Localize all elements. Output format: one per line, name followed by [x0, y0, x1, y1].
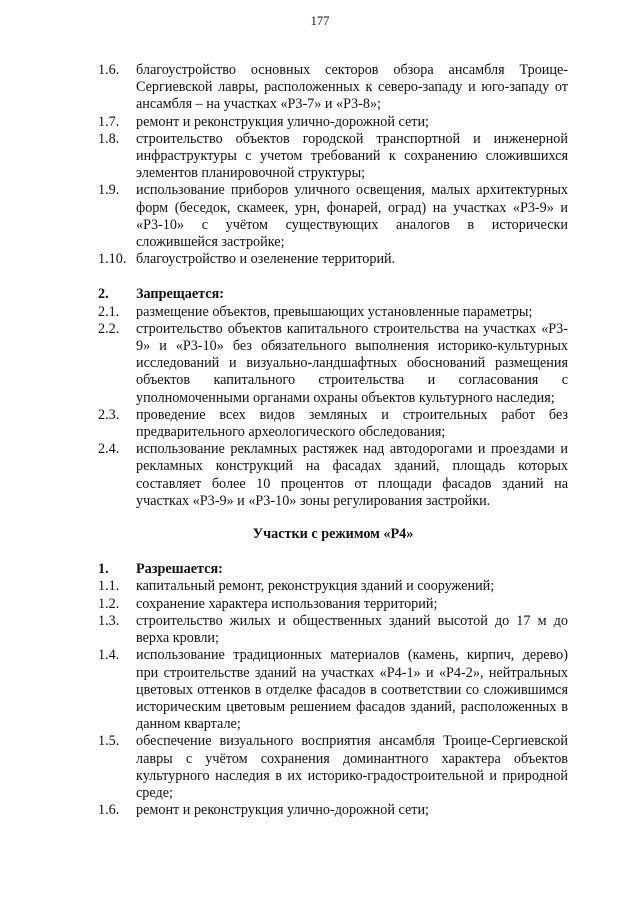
list-item — [98, 613, 568, 647]
section-title-row — [98, 286, 568, 303]
item-text: благоустройство основных секторов обзора ансамбля Троице-Сергиевской лавры, расположенных к северо-западу и юго-западу от ансамбля – на участках «Р3-7» и «Р3-8»; — [136, 62, 568, 113]
item-text: строительство объектов городской транспортной и инженерной инфраструктуры с учетом требований к сохранению сложившихся элементов планировочной структуры; — [136, 130, 568, 182]
spacer — [98, 268, 568, 286]
item-text: использование традиционных материалов (камень, кирпич, дерево) при строительстве зданий на участках «Р4-1» и «Р4-2», нейтральных цветовых оттенков в отделке фасадов в соответствии со сложившимся историческим цветовым решением фасадов зданий, расположенных в данном квартале; — [136, 647, 568, 733]
list-item — [98, 62, 568, 114]
item-text: использование рекламных растяжек над автодорогами и проездами и рекламных конструкций на фасадах зданий, площадь которых составляет более 10 процентов от площади фасадов зданий на участках «Р3-9» и «Р3-10» зоны регулирования застройки. — [136, 441, 568, 509]
item-text: сохранение характера использования территорий; — [136, 595, 438, 612]
list-item — [98, 647, 568, 733]
item-number: 1.8. — [98, 130, 120, 147]
section-allowed-continued — [98, 62, 568, 268]
list-item — [98, 578, 568, 595]
item-text: благоустройство и озеленение территорий. — [136, 251, 396, 268]
item-number: 1.4. — [98, 647, 120, 664]
document-body — [98, 62, 568, 819]
item-text: ремонт и реконструкция улично-дорожной сети; — [136, 113, 429, 130]
section-allowed-r4 — [98, 561, 568, 819]
item-number: 1.10. — [98, 251, 127, 268]
item-number: 1.5. — [98, 733, 120, 750]
section-prohibited — [98, 286, 568, 510]
item-number: 1.9. — [98, 182, 120, 199]
item-number: 1.2. — [98, 595, 120, 612]
list-item — [98, 802, 568, 819]
list-item — [98, 407, 568, 441]
section-title: Разрешается: — [136, 561, 223, 578]
list-item — [98, 114, 568, 131]
item-number: 1.6. — [98, 62, 120, 78]
list-item — [98, 321, 568, 407]
item-number: 1.1. — [98, 578, 120, 595]
item-text: размещение объектов, превышающих установленные параметры; — [136, 303, 533, 320]
list-item — [98, 251, 568, 268]
section-number: 1. — [98, 561, 109, 578]
item-number: 2.3. — [98, 406, 120, 423]
item-text: обеспечение визуального восприятия ансамбля Троице-Сергиевской лавры с учётом сохранения доминантного характера объектов культурного наследия в их историко-градостроительной и природной среде; — [136, 733, 568, 801]
item-number: 2.4. — [98, 441, 120, 458]
item-number: 1.3. — [98, 612, 120, 629]
page-number: 177 — [310, 14, 330, 28]
item-number: 2.2. — [98, 320, 120, 337]
list-item — [98, 182, 568, 251]
item-text: строительство жилых и общественных зданий высотой до 17 м до верха кровли; — [136, 612, 568, 647]
item-number: 1.6. — [98, 802, 120, 819]
list-item — [98, 441, 568, 510]
section-title: Запрещается: — [136, 286, 224, 303]
item-text: капитальный ремонт, реконструкция зданий и сооружений; — [136, 578, 495, 595]
item-number: 1.7. — [98, 113, 120, 130]
section-number: 2. — [98, 286, 109, 303]
section-title-row — [98, 561, 568, 578]
zone-heading: Участки с режимом «Р4» — [252, 526, 414, 543]
item-number: 2.1. — [98, 303, 120, 320]
list-item — [98, 596, 568, 613]
item-text: ремонт и реконструкция улично-дорожной сети; — [136, 802, 429, 819]
list-item — [98, 131, 568, 183]
item-text: использование приборов уличного освещения, малых архитектурных форм (беседок, скамеек, урн, фонарей, оград) на участках «Р3-9» и «Р3-10» с учётом существующих аналогов в исторически сложившейся застройке; — [136, 182, 568, 251]
item-text: проведение всех видов земляных и строительных работ без предварительного археологического обследования; — [136, 406, 568, 441]
list-item — [98, 733, 568, 802]
item-text: строительство объектов капитального строительства на участках «Р3-9» и «Р3-10» без обязательного выполнения историко-культурных исследований и визуально-ландшафтных обоснований размещения объектов капитального строительства и согласования с уполномоченными органами охраны объектов культурного наследия; — [136, 320, 568, 406]
list-item — [98, 304, 568, 321]
